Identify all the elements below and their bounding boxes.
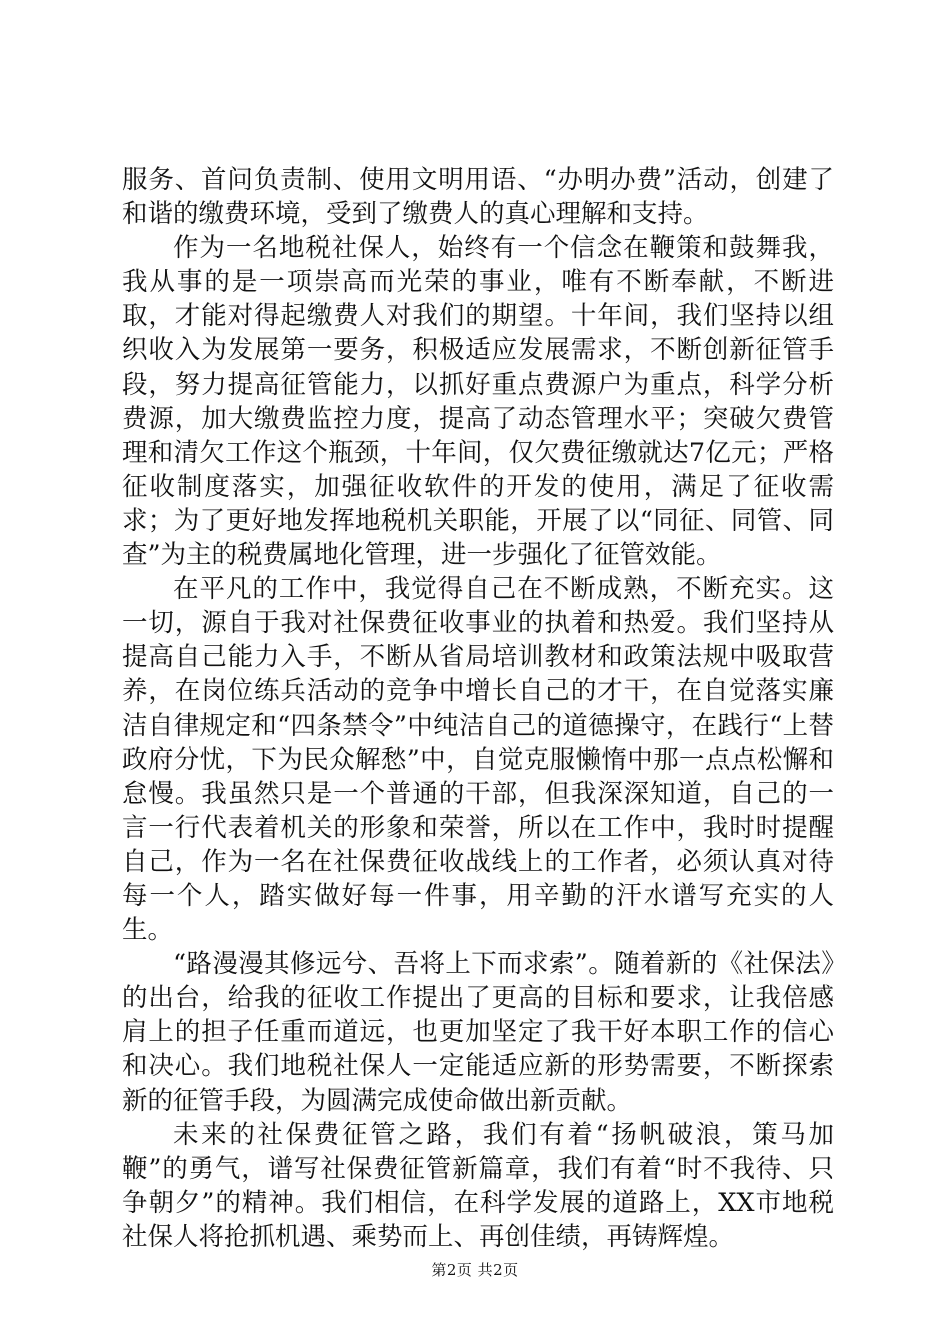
paragraph-5: 未来的社保费征管之路，我们有着“扬帆破浪，策马加鞭”的勇气，谱写社保费征管新篇章，我们有着“时不我待、只争朝夕”的精神。我们相信，在科学发展的道路上，XX市地税社保人将抢抓机遇、乘势而上、再创佳绩，再铸辉煌。 (122, 1119, 834, 1252)
paragraph-3: 在平凡的工作中，我觉得自己在不断成熟，不断充实。这一切，源自于我对社保费征收事业的执着和热爱。我们坚持从提高自己能力入手，不断从省局培训教材和政策法规中吸取营养，在岗位练兵活动的竞争中增长自己的才干，在自觉落实廉洁自律规定和“四条禁令”中纯洁自己的道德操守，在践行“上替政府分忧，下为民众解愁”中，自觉克服懒惰中那一点点松懈和怠慢。我虽然只是一个普通的干部，但我深深知道，自己的一言一行代表着机关的形象和荣誉，所以在工作中，我时时提醒自己，作为一名在社保费征收战线上的工作者，必须认真对待每一个人，踏实做好每一件事，用辛勤的汗水谱写充实的人生。 (122, 574, 834, 946)
paragraph-1: 服务、首问负责制、使用文明用语、“办明办费”活动，创建了和谐的缴费环境，受到了缴费人的真心理解和支持。 (122, 165, 834, 230)
paragraph-4: “路漫漫其修远兮、吾将上下而求索”。随着新的《社保法》的出台，给我的征收工作提出了更高的目标和要求，让我倍感肩上的担子任重而道远，也更加坚定了我干好本职工作的信心和决心。我们地税社保人一定能适应新的形势需要，不断探索新的征管手段，为圆满完成使命做出新贡献。 (122, 949, 834, 1116)
page-footer: 第2页 共2页 (431, 1261, 519, 1279)
paragraph-2: 作为一名地税社保人，始终有一个信念在鞭策和鼓舞我，我从事的是一项崇高而光荣的事业，唯有不断奉献，不断进取，才能对得起缴费人对我们的期望。十年间，我们坚持以组织收入为发展第一要务，积极适应发展需求，不断创新征管手段，努力提高征管能力，以抓好重点费源户为重点，科学分析费源，加大缴费监控力度，提高了动态管理水平；突破欠费管理和清欠工作这个瓶颈，十年间，仅欠费征缴就达7亿元；严格征收制度落实，加强征收软件的开发的使用，满足了征收需求；为了更好地发挥地税机关职能，开展了以“同征、同管、同查”为主的税费属地化管理，进一步强化了征管效能。 (122, 233, 834, 571)
document-body (122, 163, 834, 1254)
